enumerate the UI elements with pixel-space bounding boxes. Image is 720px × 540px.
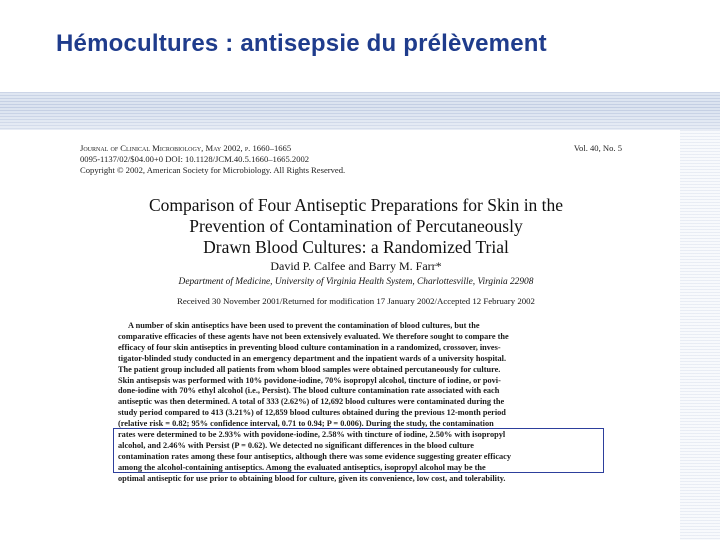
paper-affiliation: Department of Medicine, University of Virginia Health System, Charlottesville, Virginia 22908 <box>178 277 534 287</box>
abstract-line: done-iodine with 70% ethyl alcohol (i.e., Persist). The blood culture contamination rate associated with each <box>118 386 500 396</box>
decorative-band-fade <box>0 92 720 130</box>
paper-title <box>72 195 640 258</box>
abstract-line: comparative efficacies of these agents have not been extensively evaluated. We therefore sought to compare the <box>118 331 509 341</box>
abstract-line: optimal antiseptic for use prior to obtaining blood for culture, given its convenience, low cost, and tolerability. <box>118 473 506 483</box>
abstract-line: rates were determined to be 2.93% with povidone-iodine, 2.58% with tincture of iodine, 2.50% with isopropyl <box>118 430 506 440</box>
paper-image <box>72 133 640 538</box>
journal-header <box>80 143 345 176</box>
abstract-line: alcohol, and 2.46% with Persist (P = 0.62). We detected no significant differences in the blood culture <box>118 440 474 450</box>
abstract-highlight-box <box>113 428 604 473</box>
abstract-line: antiseptic was then determined. A total of 333 (2.62%) of 12,692 blood cultures were contaminated during the <box>118 397 505 407</box>
abstract-line: tigator-blinded study conducted in an emergency department and the inpatient wards of a university hospital. <box>118 353 507 363</box>
paper-title-line: Prevention of Contamination of Percutaneously <box>189 216 523 236</box>
journal-volume: Vol. 40, No. 5 <box>573 143 622 153</box>
paper-received-dates: Received 30 November 2001/Returned for modification 17 January 2002/Accepted 12 February 2002 <box>177 296 535 306</box>
abstract-line: Skin antisepsis was performed with 10% povidone-iodine, 70% isopropyl alcohol, tincture of iodine, or povi- <box>118 375 501 385</box>
journal-doi: 0095-1137/02/$04.00+0 DOI: 10.1128/JCM.40.5.1660–1665.2002 <box>80 154 310 164</box>
journal-citation: Journal of Clinical Microbiology, May 2002, p. 1660–1665 <box>80 143 292 153</box>
journal-copyright: Copyright © 2002, American Society for Microbiology. All Rights Reserved. <box>80 165 346 175</box>
abstract-line: The patient group included all patients from whom blood samples were obtained percutaneously for culture. <box>118 364 501 374</box>
abstract-line: contamination rates among these four antiseptics, although there was some evidence suggesting greater efficacy <box>118 451 511 461</box>
paper-title-line: Drawn Blood Cultures: a Randomized Trial <box>203 237 509 257</box>
slide-title: Hémocultures : antisepsie du prélèvement <box>56 30 547 57</box>
paper-authors: David P. Calfee and Barry M. Farr* <box>270 259 442 273</box>
abstract-line: A number of skin antiseptics have been used to prevent the contamination of blood cultures, but the <box>128 321 480 330</box>
abstract-line: among the alcohol-containing antiseptics. Among the evaluated antiseptics, isopropyl alcohol may be the <box>118 462 486 472</box>
decorative-right-strip <box>680 130 720 540</box>
paper-title-line: Comparison of Four Antiseptic Preparations for Skin in the <box>148 195 564 215</box>
abstract-line: (relative risk = 0.82; 95% confidence interval, 0.71 to 0.94; P = 0.006). During the study, the contamination <box>118 419 494 429</box>
abstract-line: study period compared to 413 (3.21%) of 12,859 blood cultures obtained during the previous 12-month period <box>118 408 506 418</box>
abstract-line: efficacy of four skin antiseptics in preventing blood culture contamination in a randomized, crossover, inves- <box>118 342 501 352</box>
